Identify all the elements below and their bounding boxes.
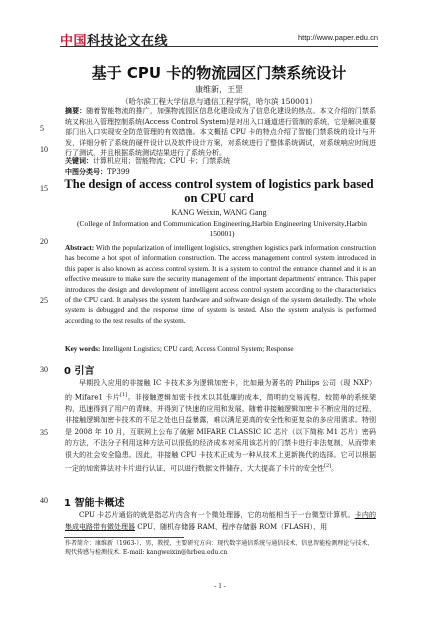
- section-1-heading: 1 智能卡概述: [64, 498, 125, 509]
- page-header: [0, 0, 440, 52]
- citation-1[interactable]: [1]: [120, 391, 128, 398]
- classification-label: 中图分类号：: [65, 167, 107, 176]
- line-number: 35: [40, 428, 48, 437]
- line-number: 25: [40, 296, 48, 305]
- authors-chinese: 康维新，王罡: [195, 85, 243, 94]
- citation-2[interactable]: [2]: [324, 463, 332, 470]
- section-1-underlined-text: 卡内的集成电路带有微处理器: [65, 511, 376, 531]
- classification-line: [65, 167, 376, 178]
- line-number: 15: [40, 184, 48, 193]
- section-0-body: [65, 378, 376, 475]
- classification-text: TP399: [107, 168, 130, 176]
- affiliation-chinese: （哈尔滨工程大学信息与通信工程学院，哈尔滨 150001）: [120, 97, 317, 106]
- line-number: 5: [40, 124, 44, 133]
- section-1-body: [65, 510, 376, 533]
- footnote-author-bio: 作者简介：康维新（1963-），男，教授，主要研究方向：现代数字通信系统与通信技术、信息智能检测理论与技术、现代传感与检测技术. E-mail: kangweixin@hrbeu.edu.cn: [65, 540, 374, 556]
- line-number: 30: [40, 365, 48, 374]
- title-chinese: 基于 CPU 卡的物流园区门禁系统设计: [91, 64, 347, 82]
- keywords-chinese-label: 关键词：: [65, 156, 93, 165]
- keywords-chinese-text: 计算机应用；智能物流；CPU 卡；门禁系统: [93, 157, 231, 165]
- abstract-english-text: With the popularization of intelligent logistics, strengthen logistics park information construction has become a hot spot of information construction. The access management control system introduced in this paper is also known as access control system. It is a system to control the entrance channel and it is an effective measure to make sure the security management of the important departments' entrance. This paper introduces the design and development of intelligent access control system according to the characteristics of the CPU card. It analyses the system hardware and software design of the system detailedly. The whole system is debugged and the response time of system is tested. Also the system analysis is performed according to the test results of the system.: [65, 244, 376, 325]
- abstract-chinese-label: 摘要：: [65, 106, 87, 115]
- title-english: The design of access control system of logistics park based on CPU card: [64, 177, 374, 205]
- section-0-text-c: 。: [331, 464, 339, 473]
- affiliation-english: (College of Information and Communication Engineering,Harbin Engineering University,Harbin 150001): [76, 219, 368, 238]
- abstract-chinese-text: 随着智能物流的推广，加强物流园区信息化建设成为了信息化建设的热点。本文介绍的门禁系统又称出入管理控制系统(Access Control System)是对出入口通道进行管制的系统，它是解决重要部门出入口实现安全防范管理的有效措施。本文概括 CPU 卡的特点介绍了智能门禁系统的设计与开发，详细分析了系统的硬件设计以及软件设计方案，对系统进行了整体系统调试，对系统响应时间进行了测试，并且根据系统测试结果进行了系统分析。: [65, 107, 377, 157]
- line-number: 10: [40, 145, 48, 154]
- abstract-chinese: [65, 106, 376, 159]
- header-rule: [60, 46, 378, 47]
- header-url[interactable]: http://www.paper.edu.cn: [297, 33, 378, 42]
- section-1-text-b: CPU、随机存储器 RAM、程序存储器 ROM（FLASH）、用: [135, 522, 328, 531]
- abstract-english: [65, 243, 376, 326]
- keywords-english-text: Intelligent Logistics; CPU card; Access Control System; Response: [102, 345, 294, 353]
- section-0-heading: 0 引言: [64, 366, 95, 377]
- keywords-english: [65, 345, 376, 353]
- line-number: 40: [40, 496, 48, 505]
- line-number: 20: [40, 237, 48, 246]
- logo-dark-text: 科技论文在线: [87, 34, 169, 49]
- section-0-text-a: 早期投入应用的非接触 IC 卡技术多为逻辑加密卡，比如最为著名的 Philips 公司（现 NXP）的 Mifare1 卡片: [65, 379, 376, 401]
- section-0-text-b: 。非接触逻辑加密卡技术以其低廉的成本，简明的交易流程，较简单的系统架构，迅速得到了用户的青睐，并得到了快速的应用和发展。随着非接触逻辑加密卡不断应用的过程，非接触逻辑加密卡技术的不足之处也日益暴露，难以满足更高的安全性和更复杂的多应用需求。特别是 2008 年 10 月，互联网上公布了破解 MIFARE CLASSIC IC 芯片（以下简称 M1 芯片）密码的方法，不法分子利用这种方法可以很低的经济成本对采用该芯片的门禁卡进行非法复制，从而带来很大的社会安全隐患。因此，非接触 CPU 卡技术正成为一种从技术上更新换代的选择。它可以根据一定的加密算法对卡片进行认证，可以进行数据文件储存，大大提高了卡片的安全性: [65, 392, 376, 473]
- page-number: - 1 -: [214, 582, 226, 590]
- keywords-english-label: Key words:: [65, 345, 101, 353]
- keywords-chinese: [65, 156, 376, 167]
- abstract-english-label: Abstract:: [65, 244, 95, 252]
- authors-english: KANG Weixin, WANG Gang: [171, 208, 267, 217]
- footnote-rule: [64, 537, 184, 538]
- logo-red-text: 中国: [60, 34, 88, 49]
- section-1-text-a: CPU 卡芯片通俗的就是指芯片内含有一个微处理器，它的功能相当于一台微型计算机。: [79, 511, 355, 519]
